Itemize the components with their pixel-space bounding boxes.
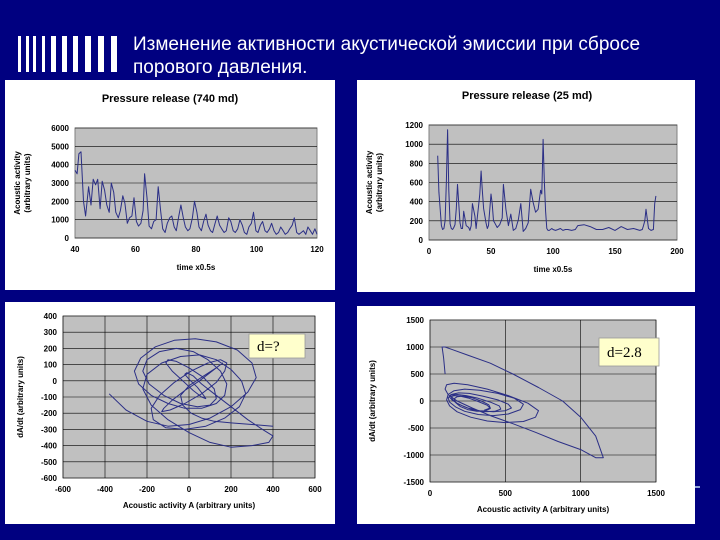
y-tick-label: -600: [40, 474, 57, 483]
y-tick-label: -100: [40, 393, 57, 402]
y-axis-label: Acoustic activity: [13, 151, 22, 215]
x-tick-label: 1500: [647, 489, 665, 498]
x-tick-label: 40: [70, 245, 80, 254]
slide-title: Изменение активности акустической эмиссии при сбросе порового давления.: [133, 34, 641, 78]
chart-title: Pressure release (740 md): [101, 93, 239, 105]
x-tick-label: 0: [186, 485, 192, 494]
y-tick-label: -500: [40, 457, 57, 467]
x-tick-label: 200: [224, 485, 238, 494]
x-tick-label: 1000: [571, 489, 590, 498]
x-axis-label: Acoustic activity A (arbitrary units): [122, 501, 256, 510]
y-tick-label: 600: [409, 178, 423, 188]
y-tick-label: 1000: [51, 215, 69, 225]
stripe: [73, 36, 78, 72]
y-tick-label: -400: [40, 441, 57, 451]
y-tick-label: 1000: [406, 343, 424, 352]
x-axis-label: Acoustic activity A (arbitrary units): [476, 505, 610, 514]
y-tick-label: 200: [43, 344, 57, 354]
x-tick-label: 150: [608, 247, 622, 256]
y-tick-label: 800: [409, 159, 423, 169]
y-tick-label: 500: [410, 370, 424, 379]
y-tick-label: -200: [40, 409, 57, 419]
y-tick-label: 0: [52, 376, 57, 386]
stripe: [42, 36, 45, 72]
chart-ts740: [5, 80, 335, 290]
chart-phase740: [5, 302, 335, 524]
x-tick-label: 0: [426, 247, 432, 256]
x-tick-label: 50: [486, 247, 496, 256]
x-tick-label: 500: [498, 489, 513, 498]
x-tick-label: 120: [310, 245, 324, 254]
y-tick-label: -1000: [403, 451, 424, 460]
y-tick-label: -500: [407, 424, 424, 433]
y-tick-label: 300: [43, 328, 57, 338]
x-tick-label: 600: [308, 485, 322, 494]
x-axis-label: time x0.5s: [533, 265, 573, 274]
title-bar-stripes-decoration: [18, 36, 126, 72]
stripe: [26, 36, 29, 72]
y-axis-label: Acoustic activity: [365, 150, 374, 215]
y-tick-label: 400: [409, 197, 423, 207]
x-tick-label: 100: [249, 245, 264, 254]
x-tick-label: 80: [191, 245, 201, 254]
y-tick-label: 4000: [51, 160, 69, 170]
stripe: [18, 36, 21, 72]
y-tick-label: 6000: [51, 124, 69, 133]
x-tick-label: 0: [427, 489, 433, 498]
x-tick-label: 400: [266, 485, 280, 494]
y-tick-label: 0: [419, 397, 424, 406]
y-axis-label: dA/dt (arbitrary units): [16, 356, 25, 438]
chart-panel-phase740: [5, 302, 335, 524]
y-tick-label: 200: [409, 216, 423, 226]
stripe: [62, 36, 67, 72]
y-tick-label: -1500: [403, 478, 424, 487]
x-tick-label: 100: [546, 247, 560, 256]
chart-panel-ts25: [357, 80, 695, 292]
y-tick-label: -300: [40, 425, 57, 435]
stripe: [98, 36, 104, 72]
x-tick-label: 60: [131, 245, 140, 254]
y-tick-label: 1500: [406, 316, 424, 325]
x-tick-label: -200: [138, 485, 156, 494]
annotation-label: d=?: [257, 339, 280, 355]
y-axis-label: (arbitrary units): [375, 152, 384, 213]
y-tick-label: 3000: [51, 179, 69, 188]
x-tick-label: 200: [670, 247, 684, 256]
chart-panel-ts740: [5, 80, 335, 290]
x-tick-label: -400: [96, 485, 114, 494]
y-tick-label: 1200: [405, 121, 423, 130]
stripe: [85, 36, 91, 72]
y-tick-label: 5000: [51, 142, 69, 152]
stripe: [33, 36, 36, 72]
y-tick-label: 0: [64, 234, 69, 243]
stripe: [51, 36, 56, 72]
y-axis-label: dA/dt (arbitrary units): [368, 360, 377, 442]
chart-phase25: [357, 306, 695, 524]
y-tick-label: 2000: [51, 197, 69, 207]
y-tick-label: 0: [418, 236, 423, 245]
x-tick-label: -600: [54, 485, 72, 494]
chart-ts25: [357, 80, 695, 292]
chart-title: Pressure release (25 md): [461, 90, 593, 102]
stripe: [111, 36, 117, 72]
x-axis-label: time x0.5s: [176, 263, 216, 272]
annotation-label: d=2.8: [607, 345, 642, 361]
y-axis-label: (arbitrary units): [23, 153, 32, 213]
y-tick-label: 400: [43, 312, 57, 321]
y-tick-label: 100: [43, 360, 57, 370]
chart-panel-phase25: [357, 306, 695, 524]
y-tick-label: 1000: [405, 140, 423, 150]
